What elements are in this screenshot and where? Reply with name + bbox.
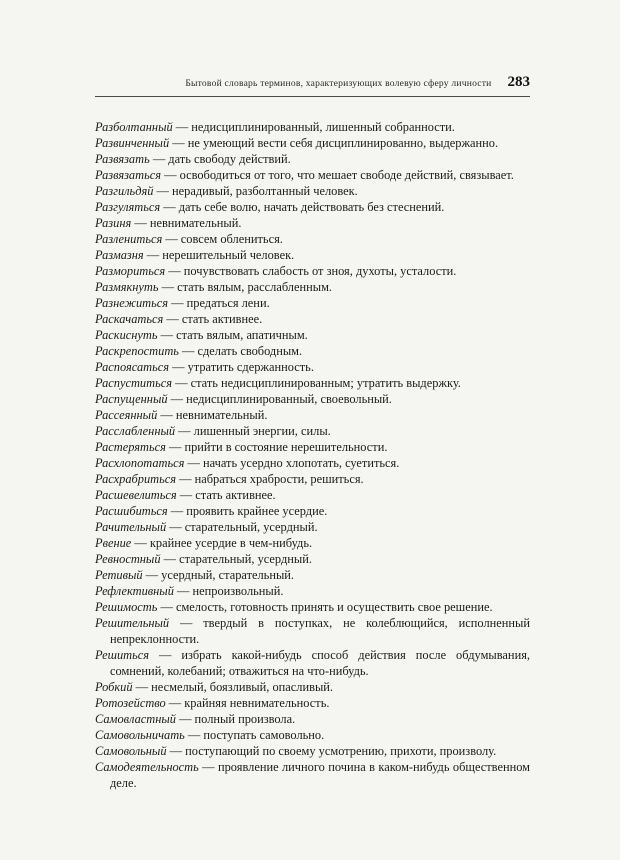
dictionary-entry bbox=[95, 247, 530, 263]
entry-definition: — сделать свободным. bbox=[178, 344, 303, 358]
entry-definition: — непроизвольный. bbox=[173, 584, 284, 598]
entry-definition: — стать недисциплинированным; утратить выдержку. bbox=[171, 376, 461, 390]
dictionary-entry bbox=[95, 727, 530, 743]
dictionary-entry bbox=[95, 183, 530, 199]
entry-definition: — крайняя невнимательность. bbox=[165, 696, 330, 710]
entry-definition: — нерадивый, разболтанный человек. bbox=[153, 184, 358, 198]
entry-definition: — недисциплинированный, своевольный. bbox=[167, 392, 392, 406]
entry-definition: — нерешительный человек. bbox=[143, 248, 295, 262]
entry-term: Решиться bbox=[95, 648, 150, 662]
entry-term: Расшибиться bbox=[95, 504, 168, 518]
entry-term: Ретивый bbox=[95, 568, 143, 582]
entry-definition: — почувствовать слабость от зноя, духоты, усталости. bbox=[165, 264, 457, 278]
entry-term: Робкий bbox=[95, 680, 133, 694]
dictionary-entry bbox=[95, 423, 530, 439]
entry-term: Раскачаться bbox=[95, 312, 164, 326]
dictionary-entry bbox=[95, 759, 530, 791]
dictionary-entry bbox=[95, 295, 530, 311]
entry-term: Разнежиться bbox=[95, 296, 169, 310]
running-title: Бытовой словарь терминов, характеризующих волевую сферу личности bbox=[185, 78, 492, 89]
entry-definition: — проявление личного почина в каком-нибудь общественном деле. bbox=[110, 760, 530, 790]
entry-term: Решительный bbox=[95, 616, 170, 630]
entry-definition: — совсем облениться. bbox=[162, 232, 283, 246]
entry-term: Ротозейство bbox=[95, 696, 166, 710]
dictionary-entry bbox=[95, 135, 530, 151]
entry-definition: — не умеющий вести себя дисциплинированно, выдержанно. bbox=[169, 136, 499, 150]
entry-definition: — набраться храбрости, решиться. bbox=[176, 472, 364, 486]
dictionary-entry bbox=[95, 599, 530, 615]
dictionary-entry bbox=[95, 327, 530, 343]
entry-definition: — недисциплинированный, лишенный собранности. bbox=[172, 120, 455, 134]
entry-definition: — поступать самовольно. bbox=[184, 728, 325, 742]
dictionary-entry bbox=[95, 679, 530, 695]
entry-term: Раскиснуть bbox=[95, 328, 158, 342]
entry-term: Ревностный bbox=[95, 552, 161, 566]
entry-term: Рефлективный bbox=[95, 584, 174, 598]
entry-definition: — лишенный энергии, силы. bbox=[175, 424, 331, 438]
dictionary-entry bbox=[95, 119, 530, 135]
entry-term: Расхрабриться bbox=[95, 472, 176, 486]
entry-term: Разиня bbox=[95, 216, 132, 230]
entry-definition: — старательный, усердный. bbox=[160, 552, 312, 566]
dictionary-entry bbox=[95, 711, 530, 727]
entry-term: Разгуляться bbox=[95, 200, 161, 214]
entry-term: Рвение bbox=[95, 536, 132, 550]
entry-term: Развязать bbox=[95, 152, 150, 166]
entry-definition: — несмелый, боязливый, опасливый. bbox=[132, 680, 333, 694]
dictionary-entry bbox=[95, 503, 530, 519]
dictionary-entry bbox=[95, 215, 530, 231]
entry-term: Развинченный bbox=[95, 136, 170, 150]
entry-definition: — предаться лени. bbox=[168, 296, 270, 310]
entry-definition: — прийти в состояние нерешительности. bbox=[165, 440, 388, 454]
entry-definition: — поступающий по своему усмотрению, прихоти, произволу. bbox=[166, 744, 497, 758]
dictionary-entry bbox=[95, 151, 530, 167]
dictionary-entry bbox=[95, 695, 530, 711]
dictionary-entry bbox=[95, 199, 530, 215]
entry-term: Распоясаться bbox=[95, 360, 169, 374]
entry-definition: — крайнее усердие в чем-нибудь. bbox=[131, 536, 313, 550]
entry-term: Самовольный bbox=[95, 744, 167, 758]
entry-definition: — избрать какой-нибудь способ действия после обдумывания, сомнений, колебаний; отважиться на что-нибудь. bbox=[110, 648, 530, 678]
entry-term: Растеряться bbox=[95, 440, 166, 454]
entry-term: Раскрепостить bbox=[95, 344, 179, 358]
page-number: 283 bbox=[507, 74, 530, 90]
entry-term: Разгильдяй bbox=[95, 184, 154, 198]
dictionary-entry bbox=[95, 375, 530, 391]
entry-definition: — проявить крайнее усердие. bbox=[167, 504, 328, 518]
entry-definition: — полный произвола. bbox=[175, 712, 296, 726]
running-header bbox=[95, 74, 530, 97]
dictionary-entry bbox=[95, 535, 530, 551]
entry-definition: — дать свободу действий. bbox=[149, 152, 291, 166]
dictionary-entries bbox=[95, 119, 530, 791]
entry-term: Рассеянный bbox=[95, 408, 158, 422]
entry-term: Размякнуть bbox=[95, 280, 159, 294]
entry-term: Распущенный bbox=[95, 392, 168, 406]
entry-definition: — смелость, готовность принять и осуществить свое решение. bbox=[157, 600, 493, 614]
dictionary-entry bbox=[95, 311, 530, 327]
dictionary-entry bbox=[95, 263, 530, 279]
entry-definition: — утратить сдержанность. bbox=[169, 360, 314, 374]
dictionary-entry bbox=[95, 343, 530, 359]
entry-definition: — стать активнее. bbox=[163, 312, 263, 326]
entry-term: Расхлопотаться bbox=[95, 456, 185, 470]
dictionary-entry bbox=[95, 743, 530, 759]
dictionary-entry bbox=[95, 615, 530, 647]
dictionary-entry bbox=[95, 567, 530, 583]
entry-definition: — невнимательный. bbox=[131, 216, 242, 230]
entry-term: Расслабленный bbox=[95, 424, 176, 438]
dictionary-entry bbox=[95, 391, 530, 407]
entry-term: Расшевелиться bbox=[95, 488, 177, 502]
entry-definition: — начать усердно хлопотать, суетиться. bbox=[184, 456, 400, 470]
entry-definition: — стать вялым, расслабленным. bbox=[158, 280, 333, 294]
entry-definition: — усердный, старательный. bbox=[142, 568, 295, 582]
entry-term: Распуститься bbox=[95, 376, 172, 390]
dictionary-entry bbox=[95, 487, 530, 503]
dictionary-entry bbox=[95, 471, 530, 487]
dictionary-entry bbox=[95, 455, 530, 471]
entry-definition: — стать активнее. bbox=[176, 488, 276, 502]
entry-term: Разболтанный bbox=[95, 120, 173, 134]
entry-term: Решимость bbox=[95, 600, 158, 614]
dictionary-entry bbox=[95, 519, 530, 535]
entry-term: Размориться bbox=[95, 264, 166, 278]
entry-term: Разлениться bbox=[95, 232, 163, 246]
entry-term: Самовластный bbox=[95, 712, 176, 726]
dictionary-entry bbox=[95, 583, 530, 599]
dictionary-entry bbox=[95, 439, 530, 455]
dictionary-entry bbox=[95, 647, 530, 679]
dictionary-entry bbox=[95, 359, 530, 375]
entry-term: Самовольничать bbox=[95, 728, 185, 742]
dictionary-entry bbox=[95, 231, 530, 247]
entry-term: Размазня bbox=[95, 248, 144, 262]
entry-definition: — невнимательный. bbox=[157, 408, 268, 422]
dictionary-entry bbox=[95, 279, 530, 295]
dictionary-entry bbox=[95, 407, 530, 423]
entry-term: Развязаться bbox=[95, 168, 161, 182]
entry-definition: — твердый в поступках, не колеблющийся, исполненный непреклонности. bbox=[110, 616, 530, 646]
entry-definition: — освободиться от того, что мешает свободе действий, связывает. bbox=[160, 168, 514, 182]
entry-definition: — дать себе волю, начать действовать без стеснений. bbox=[160, 200, 445, 214]
dictionary-entry bbox=[95, 167, 530, 183]
dictionary-entry bbox=[95, 551, 530, 567]
entry-term: Самодеятельность bbox=[95, 760, 199, 774]
entry-definition: — старательный, усердный. bbox=[166, 520, 318, 534]
entry-definition: — стать вялым, апатичным. bbox=[157, 328, 308, 342]
entry-term: Рачительный bbox=[95, 520, 167, 534]
